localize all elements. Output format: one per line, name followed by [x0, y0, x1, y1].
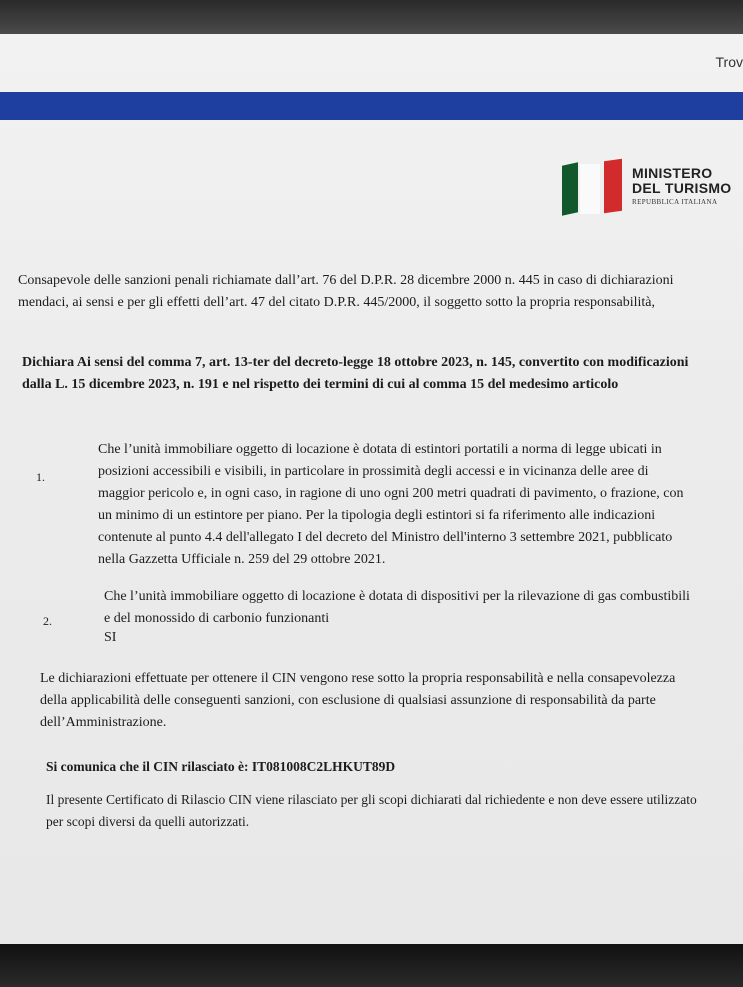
dichiara-paragraph: Dichiara Ai sensi del comma 7, art. 13-ter del decreto-legge 18 ottobre 2023, n. 145, convertito con modificazioni dalla L. 15 dicembre 2023, n. 191 e nel rispetto dei termini di cui al comma 15 del medesimo articolo	[22, 355, 689, 392]
item-2-text: Che l’unità immobiliare oggetto di locazione è dotata di dispositivi per la rilevazione di gas combustibili e del monossido di carbonio funzionanti	[104, 589, 690, 626]
item-2-number: 2.	[43, 614, 52, 628]
item-2-answer: SI	[104, 630, 117, 645]
ministry-subtitle: REPUBBLICA ITALIANA	[632, 198, 718, 206]
flag-white-stripe	[580, 164, 600, 214]
item-1-text: Che l’unità immobiliare oggetto di locazione è dotata di estintori portatili a norma di legge ubicati in posizioni accessibili e visibili, in particolare in prossimità degli accessi e in vicinanza delle aree di maggior pericolo e, in ogni caso, in ragione di uno ogni 200 metri quadrati di pavimento, o frazione, con un minimo di un estintore per piano. Per la tipologia degli estintori si fa riferimento alle indicazioni contenute al punto 4.4 dell'allegato I del decreto del Ministro dell'interno 3 settembre 2021, pubblicato nella Gazzetta Ufficiale n. 259 del 29 ottobre 2021.	[98, 442, 684, 567]
declaration-paragraph: Le dichiarazioni effettuate per ottenere il CIN vengono rese sotto la propria responsabilità e nella consapevolezza della applicabilità delle conseguenti sanzioni, con esclusione di qualsiasi assunzione di responsabilità da parte dell’Amministrazione.	[40, 671, 676, 730]
flag-red-stripe	[604, 159, 622, 214]
cin-code-line: Si comunica che il CIN rilasciato è: IT081008C2LHKUT89D	[46, 759, 396, 774]
find-button[interactable]: Trov	[715, 54, 743, 70]
item-1-number: 1.	[36, 470, 45, 484]
final-note: Il presente Certificato di Rilascio CIN viene rilasciato per gli scopi dichiarati dal richiedente e non deve essere utilizzato per scopi diversi da quelli autorizzati.	[46, 792, 697, 829]
document-page	[0, 34, 743, 944]
intro-paragraph: Consapevole delle sanzioni penali richiamate dall’art. 76 del D.P.R. 28 dicembre 2000 n. 445 in caso di dichiarazioni mendaci, ai sensi e per gli effetti dell’art. 47 del citato D.P.R. 445/2000, il soggetto sotto la propria responsabilità,	[18, 273, 674, 310]
monitor-bottom-bezel	[0, 944, 743, 987]
header-blue-band	[0, 92, 743, 120]
monitor-top-bezel	[0, 0, 743, 34]
ministry-name: MINISTERO DEL TURISMO	[632, 165, 732, 196]
ministry-logo	[562, 160, 742, 220]
flag-green-stripe	[562, 162, 578, 215]
